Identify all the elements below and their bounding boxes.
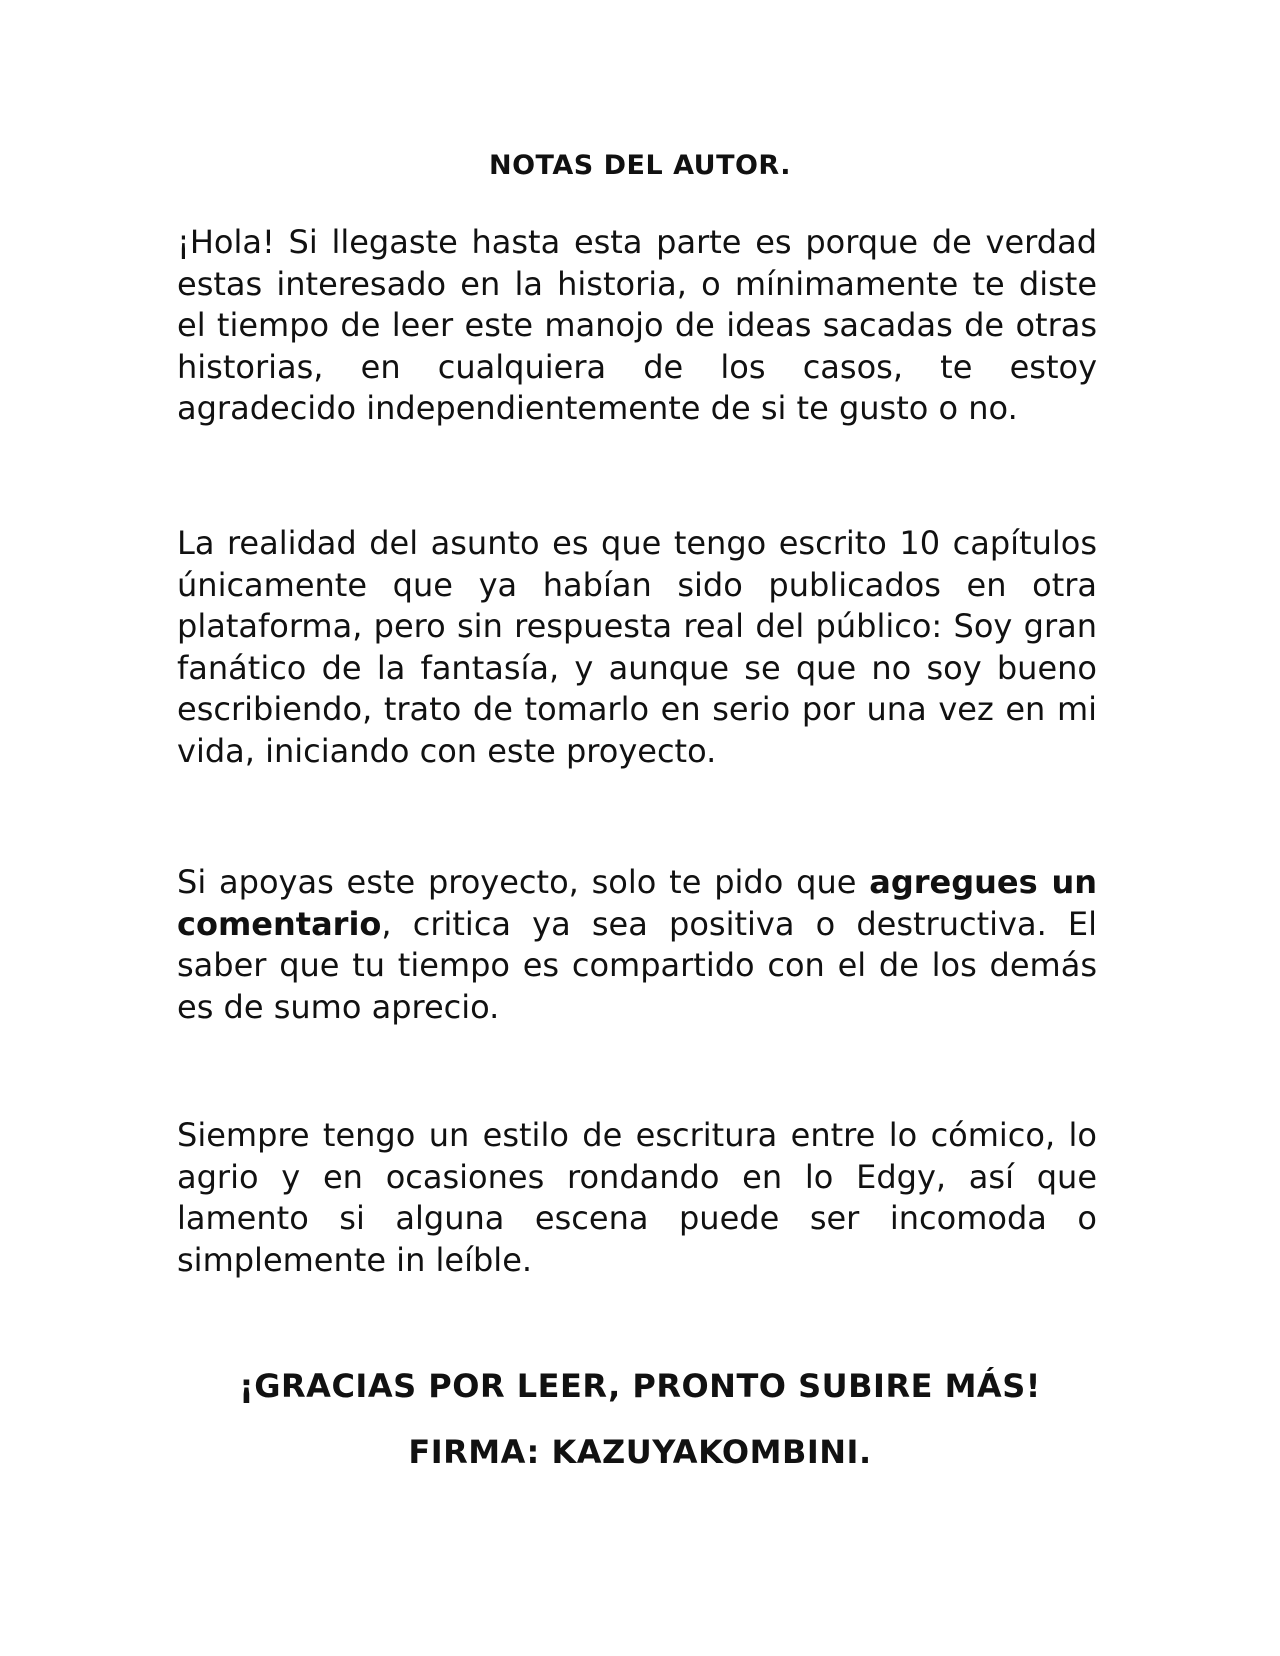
signature: FIRMA: KAZUYAKOMBINI. <box>408 1433 872 1471</box>
support-text-start: Si apoyas este proyecto, solo te pido que <box>177 863 870 901</box>
paragraph-greeting: ¡Hola! Si llegaste hasta esta parte es porque de verdad estas interesado en la historia, o mínimamente te diste el tiempo de leer este manojo de ideas sacadas de otras historias, en cualquiera de los casos, te estoy agradecido independientemente de si te gusto o no. <box>177 223 1097 427</box>
support-text-emphasis: agregues un comentario <box>177 863 1098 943</box>
page-title: NOTAS DEL AUTOR. <box>489 150 791 181</box>
paragraph-reality: La realidad del asunto es que tengo escrito 10 capítulos únicamente que ya habían sido publicados en otra plataforma, pero sin respuesta real del público: Soy gran fanático de la fantasía, y aunque se que no soy bueno escribiendo, trato de tomarlo en serio por una vez en mi vida, iniciando con este proyecto. <box>177 524 1097 770</box>
closing-thanks: ¡GRACIAS POR LEER, PRONTO SUBIRE MÁS! <box>239 1367 1041 1405</box>
paragraph-style: Siempre tengo un estilo de escritura entre lo cómico, lo agrio y en ocasiones rondando en lo Edgy, así que lamento si alguna escena puede ser incomoda o simplemente in leíble. <box>177 1116 1097 1279</box>
support-text-end: , critica ya sea positiva o destructiva. El saber que tu tiempo es compartido con el de los demás es de sumo aprecio. <box>177 904 1097 1026</box>
paragraph-support <box>177 862 1097 1028</box>
